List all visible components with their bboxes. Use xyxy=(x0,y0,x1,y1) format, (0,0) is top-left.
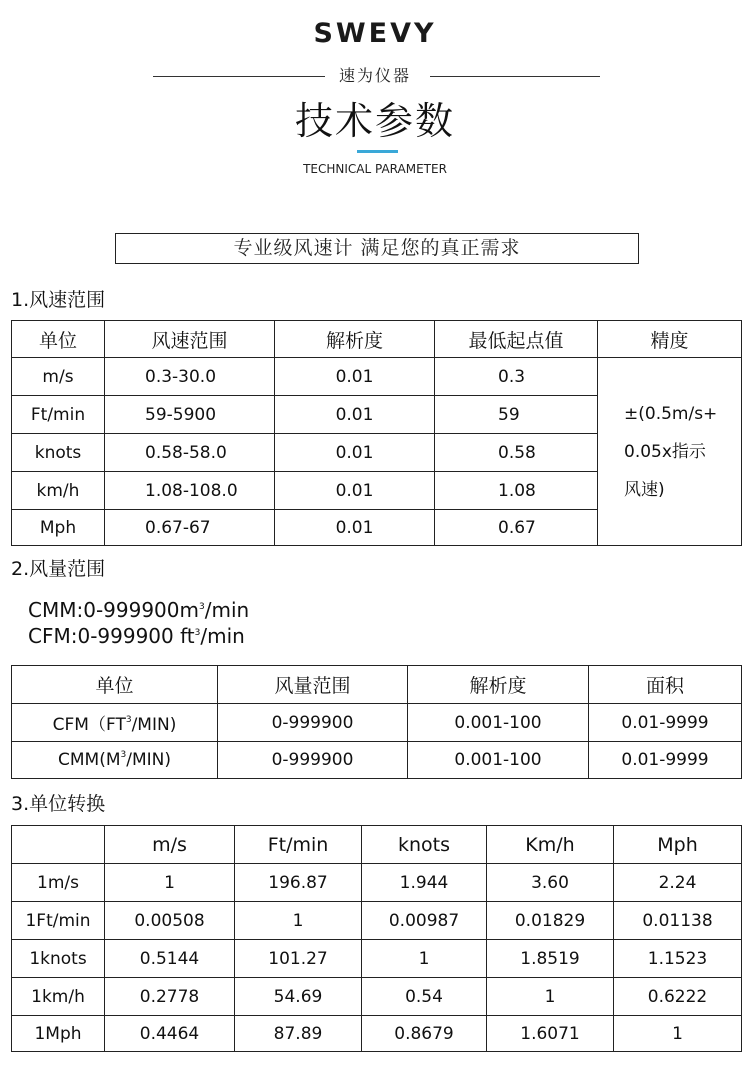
title-accent-bar xyxy=(357,150,398,153)
table-row xyxy=(12,978,742,1016)
range-cell: 0.58-58.0 xyxy=(105,434,275,472)
accuracy-line: 风速) xyxy=(624,479,665,500)
value-cell: 1 xyxy=(614,1016,742,1052)
value-cell: 1 xyxy=(362,940,487,978)
unit-cell: Ft/min xyxy=(12,396,105,434)
header-cell: knots xyxy=(362,826,487,864)
threshold-cell: 1.08 xyxy=(435,472,598,510)
header-cell: 单位 xyxy=(12,321,105,358)
row-label-cell: 1Mph xyxy=(12,1016,105,1052)
value-cell: 87.89 xyxy=(235,1016,362,1052)
unit-cell: $CFM(FT^3/MIN)$ xyxy=(12,704,218,742)
value-cell: 0.5144 xyxy=(105,940,235,978)
value-cell: 1.6071 xyxy=(487,1016,614,1052)
table-row xyxy=(12,742,742,779)
page-title: 技术参数 xyxy=(294,99,455,143)
row-label-cell: 1Ft/min xyxy=(12,902,105,940)
value-cell: 1.8519 xyxy=(487,940,614,978)
page-subtitle: TECHNICAL PARAMETER xyxy=(303,162,447,176)
resolution-cell: 0.001-100 xyxy=(408,704,589,742)
resolution-cell: 0.01 xyxy=(275,510,435,546)
value-cell: 101.27 xyxy=(235,940,362,978)
header-cell: 最低起点值 xyxy=(435,321,598,358)
value-cell: 2.24 xyxy=(614,864,742,902)
value-cell: 0.54 xyxy=(362,978,487,1016)
cfm-range-text: CFM:0-999900 $ft^3/\min$ xyxy=(28,624,245,648)
brand-name: 速为仪器 xyxy=(0,64,750,88)
header-cell: 面积 xyxy=(589,666,742,704)
row-label-cell: 1m/s xyxy=(12,864,105,902)
area-cell: 0.01-9999 xyxy=(589,742,742,779)
header-cell: 解析度 xyxy=(275,321,435,358)
section-title-wind-speed: 1.风速范围 xyxy=(11,289,106,311)
resolution-cell: 0.01 xyxy=(275,396,435,434)
header-cell: Mph xyxy=(614,826,742,864)
range-cell: 0.67-67 xyxy=(105,510,275,546)
value-cell: 0.4464 xyxy=(105,1016,235,1052)
resolution-cell: 0.01 xyxy=(275,358,435,396)
accuracy-line: 0.05x指示 xyxy=(624,441,706,462)
table-header-row xyxy=(12,321,742,358)
unit-cell: $CMM(M^3/MIN)$ xyxy=(12,742,218,779)
table-row xyxy=(12,864,742,902)
table-row xyxy=(12,358,742,396)
unit-cell: km/h xyxy=(12,472,105,510)
header-cell: 精度 xyxy=(598,321,742,358)
table-row xyxy=(12,704,742,742)
threshold-cell: 0.3 xyxy=(435,358,598,396)
wind-speed-table xyxy=(11,320,742,546)
value-cell: 0.00987 xyxy=(362,902,487,940)
unit-cell: Mph xyxy=(12,510,105,546)
area-cell: 0.01-9999 xyxy=(589,704,742,742)
cmm-range-text: $CMM:0-999900m^3/\min$ xyxy=(28,598,250,622)
accuracy-line: ±(0.5m/s+ xyxy=(624,403,718,424)
resolution-cell: 0.01 xyxy=(275,472,435,510)
value-cell: 0.01138 xyxy=(614,902,742,940)
header-cell: Ft/min xyxy=(235,826,362,864)
value-cell: 0.6222 xyxy=(614,978,742,1016)
flow-range-cell: 0-999900 xyxy=(218,704,408,742)
range-cell: 0.3-30.0 xyxy=(105,358,275,396)
header-cell: Km/h xyxy=(487,826,614,864)
value-cell: 0.01829 xyxy=(487,902,614,940)
tagline-box: 专业级风速计 满足您的真正需求 xyxy=(115,233,639,264)
accuracy-cell xyxy=(598,358,742,546)
unit-cell: knots xyxy=(12,434,105,472)
range-cell: 1.08-108.0 xyxy=(105,472,275,510)
threshold-cell: 0.67 xyxy=(435,510,598,546)
header-cell: 单位 xyxy=(12,666,218,704)
table-row xyxy=(12,902,742,940)
header-cell: m/s xyxy=(105,826,235,864)
value-cell: 1.1523 xyxy=(614,940,742,978)
row-label-cell: 1km/h xyxy=(12,978,105,1016)
unit-conversion-table xyxy=(11,825,742,1052)
header-cell xyxy=(12,826,105,864)
table-row xyxy=(12,940,742,978)
unit-cell: m/s xyxy=(12,358,105,396)
header-cell: 风速范围 xyxy=(105,321,275,358)
table-row xyxy=(12,1016,742,1052)
resolution-cell: 0.01 xyxy=(275,434,435,472)
value-cell: 1 xyxy=(235,902,362,940)
row-label-cell: 1knots xyxy=(12,940,105,978)
value-cell: 196.87 xyxy=(235,864,362,902)
value-cell: 1.944 xyxy=(362,864,487,902)
section-title-unit-conversion: 3.单位转换 xyxy=(11,793,106,815)
value-cell: 1 xyxy=(487,978,614,1016)
threshold-cell: 0.58 xyxy=(435,434,598,472)
table-header-row xyxy=(12,666,742,704)
air-flow-table xyxy=(11,665,742,779)
value-cell: 0.00508 xyxy=(105,902,235,940)
value-cell: 0.8679 xyxy=(362,1016,487,1052)
table-header-row xyxy=(12,826,742,864)
header-cell: 风量范围 xyxy=(218,666,408,704)
threshold-cell: 59 xyxy=(435,396,598,434)
brand-logo: SWEVY xyxy=(313,18,437,49)
value-cell: 0.2778 xyxy=(105,978,235,1016)
header-cell: 解析度 xyxy=(408,666,589,704)
value-cell: 1 xyxy=(105,864,235,902)
value-cell: 3.60 xyxy=(487,864,614,902)
resolution-cell: 0.001-100 xyxy=(408,742,589,779)
range-cell: 59-5900 xyxy=(105,396,275,434)
value-cell: 54.69 xyxy=(235,978,362,1016)
flow-range-cell: 0-999900 xyxy=(218,742,408,779)
section-title-air-flow: 2.风量范围 xyxy=(11,558,106,580)
